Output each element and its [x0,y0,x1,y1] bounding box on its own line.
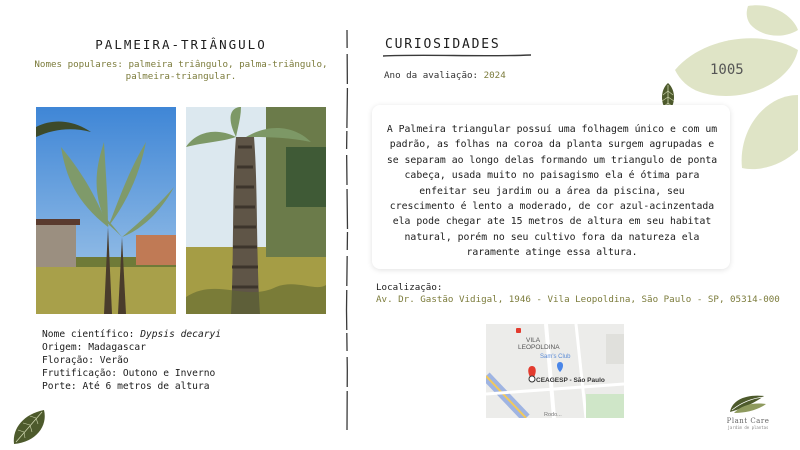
logo-name: Plant Care [726,417,770,425]
vertical-divider [344,30,350,430]
map-road: Rodo... [544,412,562,418]
curiosities-text: A Palmeira triangular possuí uma folhagem único e com um padrão, as folhas na coroa da planta surgem agrupadas e se separam ao longo delas formando um triangulo de ponta cabeça, usada muito no paisagismo ela é ótima para enfeitar seu jardim ou a área da piscina, seu crescimento é lento a moderado, de cor azul-acinzentada ela pode chegar ate 15 metros de altura em seu habitat natural, porém no seu cultivo fora da natureza ela raramente atinge essa altura. [386,124,718,259]
size-row: Porte: Até 6 metros de altura [42,381,210,392]
scientific-name-row: Nome científico: Dypsis decaryi [42,329,222,340]
map-poi-2: CEAGESP - São Paulo [536,377,605,384]
plant-photo-1 [36,107,176,314]
heading-underline [383,53,531,59]
fruiting-row: Frutificação: Outono e Inverno [42,368,216,379]
location-map[interactable] [486,324,624,418]
size-value: Até 6 metros de altura [82,381,210,392]
plant-title: PALMEIRA-TRIÂNGULO [95,37,267,52]
plant-care-logo-icon [726,392,768,416]
origin-row: Origem: Madagascar [42,342,146,353]
plant-photo-2 [186,107,326,314]
flowering-value: Verão [99,355,129,366]
fruiting-value: Outono e Inverno [122,368,216,379]
plant-details [42,328,221,393]
evaluation-year-value: 2024 [483,70,506,81]
origin-value: Madagascar [88,342,146,353]
evaluation-year: Ano da avaliação: 2024 [384,70,506,81]
scientific-name-value: Dypsis decaryi [140,329,222,340]
map-poi-1: Sam's Club [540,354,571,360]
bottom-leaf-icon [8,408,48,446]
popular-names [30,59,332,83]
flowering-row: Floração: Verão [42,355,129,366]
curiosities-heading: CURIOSIDADES [385,37,501,52]
popular-names-label: Nomes populares: [34,59,123,70]
plant-number: 1005 [710,62,744,78]
map-district-1: VILA [526,337,541,344]
popular-names-value: palmeira triângulo, palma-triângulo, palmeira-triangular. [125,59,328,82]
location-address: Av. Dr. Gastão Vidigal, 1946 - Vila Leopoldina, São Paulo - SP, 05314-000 [376,294,780,305]
map-district-2: LEOPOLDINA [518,344,560,351]
logo-tagline: jardim de plantas [727,425,769,430]
location-label: Localização: [376,282,443,293]
